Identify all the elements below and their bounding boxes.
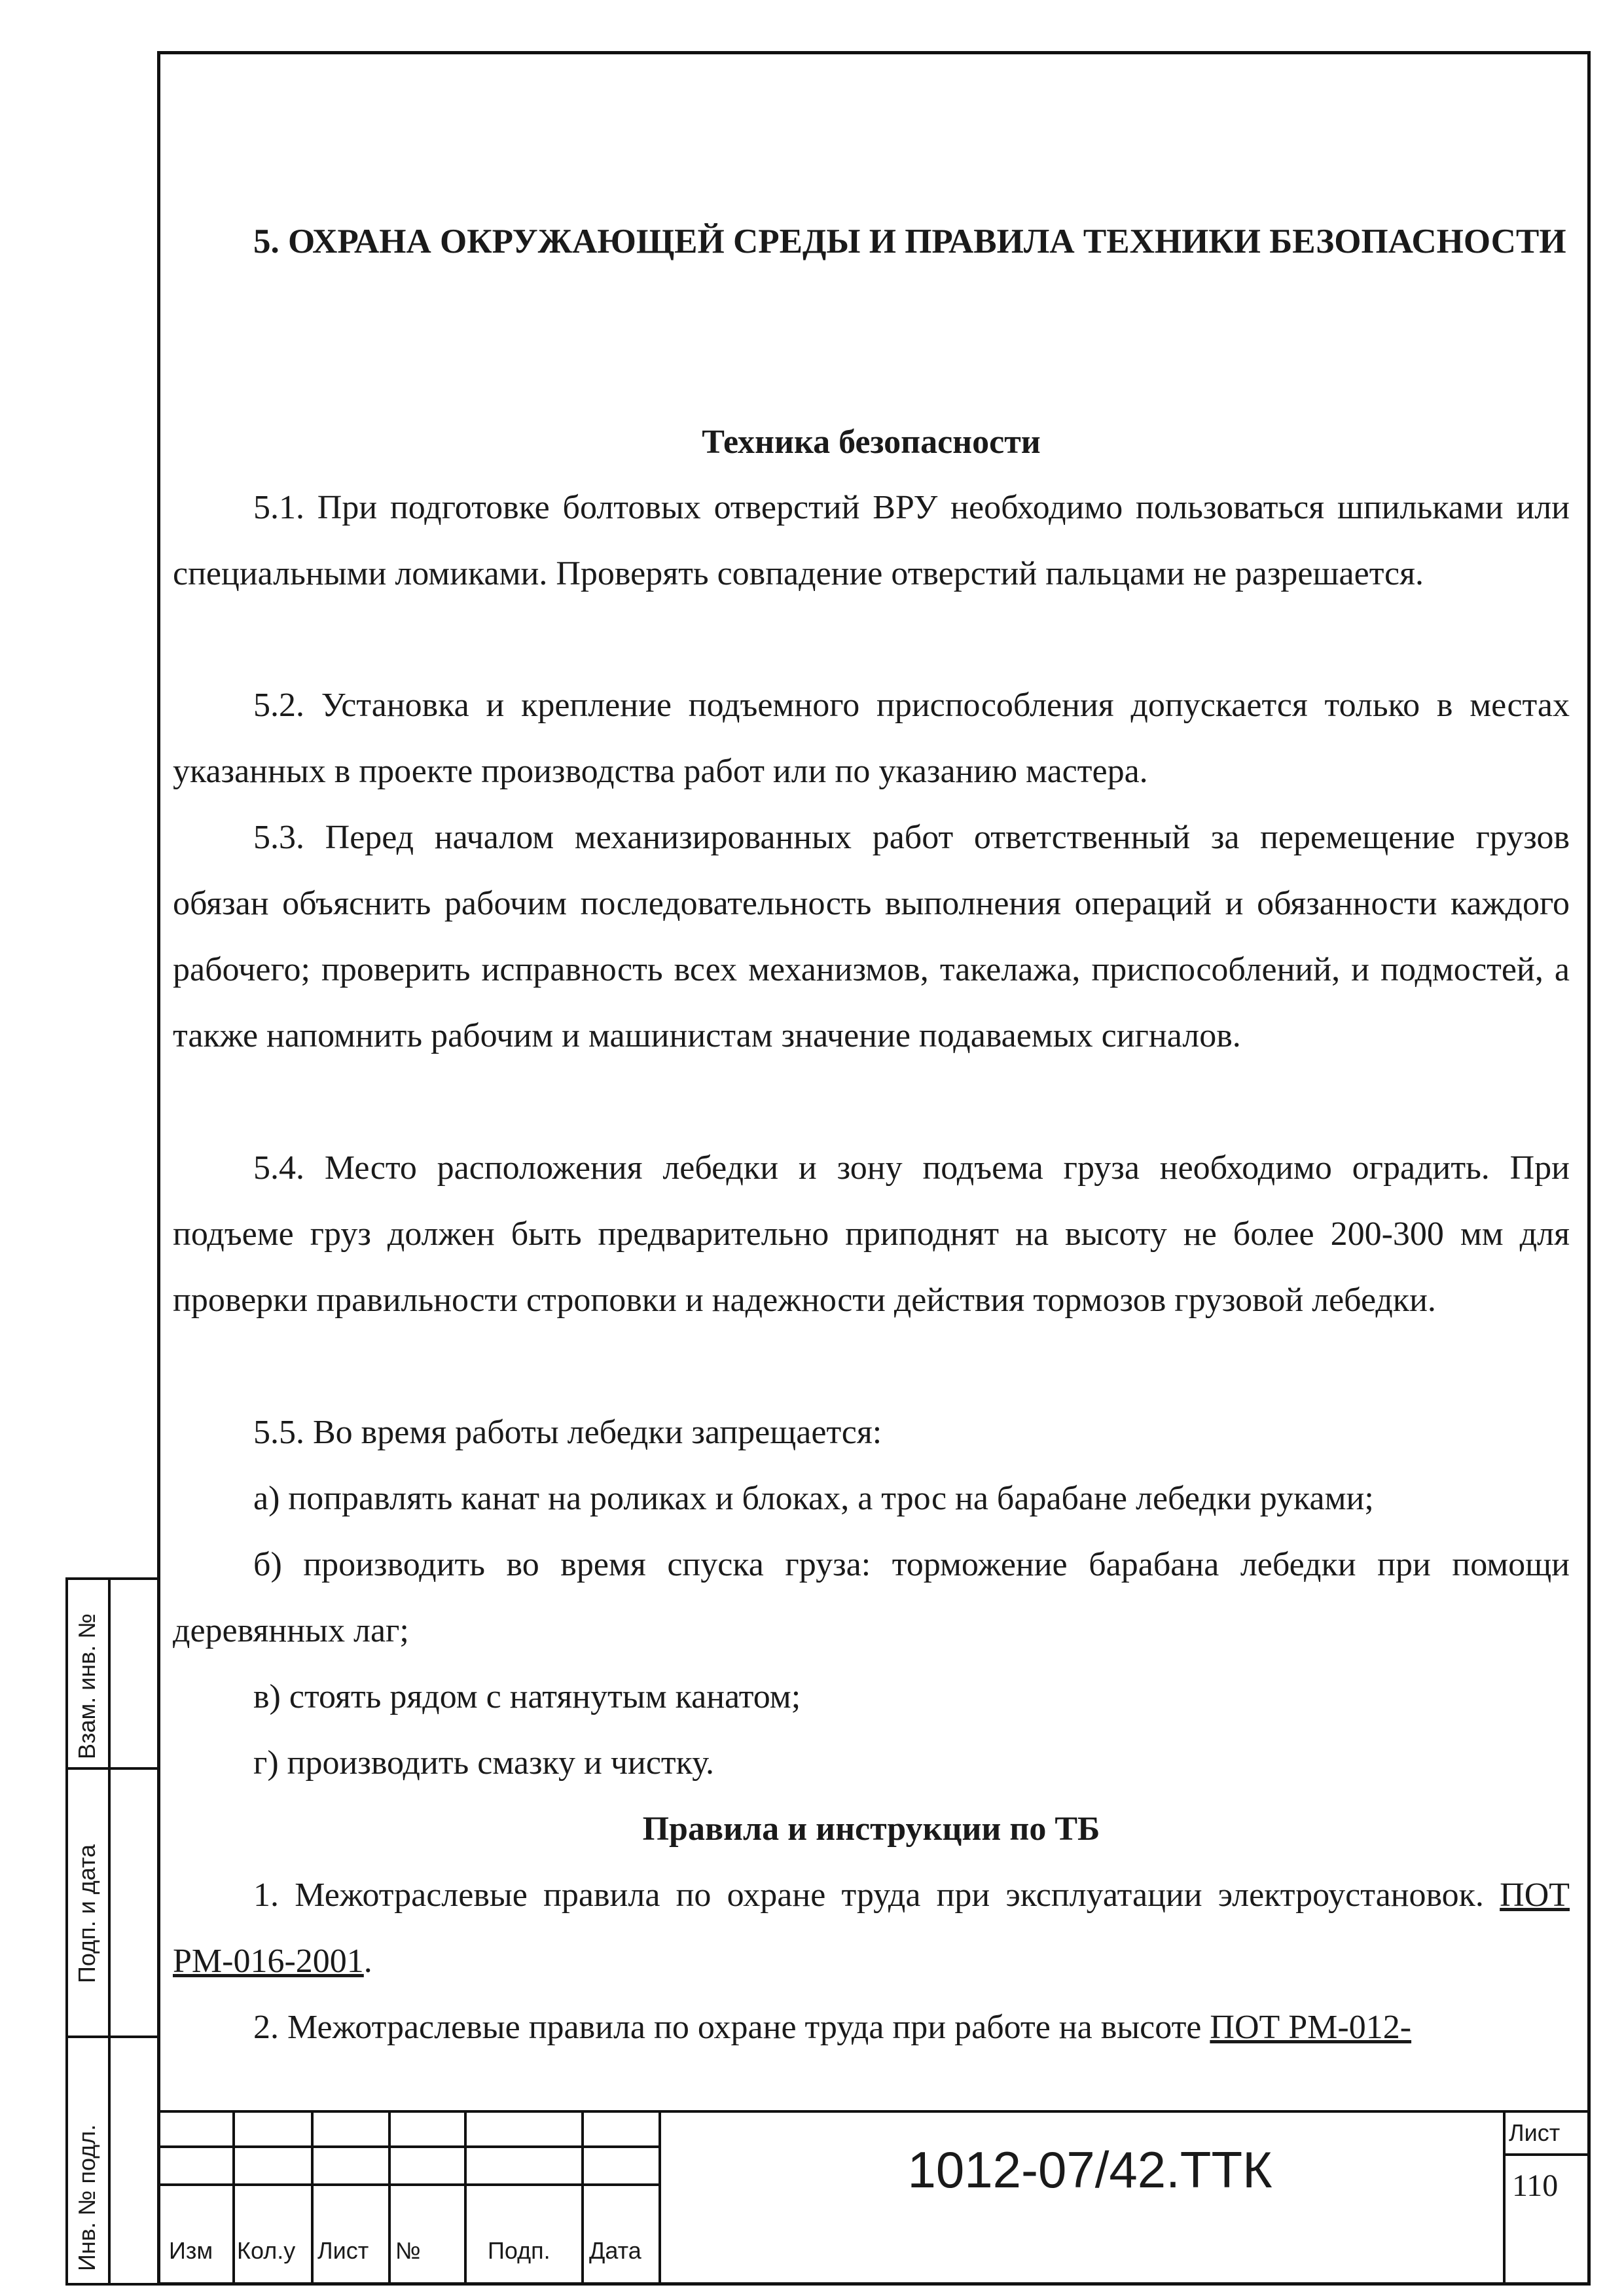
rule-1-link[interactable]: ПОТ РМ-016-2001 [173,1876,1570,1980]
paragraph-5-4: 5.4. Место расположения лебедки и зону подъема груза необходимо оградить. При подъеме груз должен быть предварительно приподнят на высоту не более 200-300 мм для проверки правильности строповки и надежности действия тормозов грузовой лебедки. [173,1149,1570,1319]
rule-1 [173,1862,1570,1994]
rule-1-end: . [363,1943,372,1980]
rule-2-text: 2. Межотраслевые правила по охране труда при работе на высоте [253,2009,1202,2046]
paragraph-5-3: 5.3. Перед началом механизированных работ ответственный за перемещение грузов обязан объяснить рабочим последовательность выполнения операций и обязанности каждого рабочего; проверить исправность всех механизмов, такелажа, приспособлений, и подмостей, а также напомнить рабочим и машинистам значение подаваемых сигналов. [173,819,1570,1054]
list-item-b: б) производить во время спуска груза: торможение барабана лебедки при помощи деревянных лаг; [173,1546,1570,1649]
section-heading: 5. ОХРАНА ОКРУЖАЮЩЕЙ СРЕДЫ И ПРАВИЛА ТЕХНИКИ БЕЗОПАСНОСТИ [253,223,1566,260]
subheading-rules: Правила и инструкции по ТБ [642,1810,1100,1848]
side-label-inv: Инв. № подл. [73,2124,100,2271]
side-outer-border [65,1577,68,2286]
stamp-col-line-5 [581,2110,584,2286]
side-label-podp: Подп. и дата [73,1844,100,1983]
side-line-top [65,1577,157,1580]
rule-1-text: 1. Межотраслевые правила по охране труда при эксплуатации электроустановок. [253,1876,1484,1914]
list-item-a: а) поправлять канат на роликах и блоках, а трос на барабане лебедки руками; [253,1480,1374,1517]
stamp-top-border [157,2110,1591,2113]
stamp-col-line-6 [659,2110,661,2286]
stamp-col-line-2 [311,2110,314,2286]
side-line-bottom [65,2283,157,2286]
side-line-2 [65,2036,157,2038]
stamp-col-line-4 [464,2110,467,2286]
sheet-label: Лист [1509,2119,1561,2146]
list-item-g: г) производить смазку и чистку. [253,1744,714,1782]
sheet-number: 110 [1512,2168,1559,2203]
stamp-col-no: № [395,2237,421,2264]
stamp-col-line-1 [232,2110,235,2286]
paragraph-5-2: 5.2. Установка и крепление подъемного приспособления допускается только в местах указанных в проекте производства работ или по указанию мастера. [173,687,1570,790]
subheading-safety: Техника безопасности [702,423,1041,461]
stamp-col-data: Дата [589,2237,641,2264]
stamp-col-podp: Подп. [488,2237,550,2264]
stamp-col-line-3 [388,2110,391,2286]
list-item-v: в) стоять рядом с натянутым канатом; [253,1678,801,1715]
stamp-col-list: Лист [317,2237,369,2264]
side-line-1 [65,1767,157,1770]
paragraph-5-1: 5.1. При подготовке болтовых отверстий ВРУ необходимо пользоваться шпильками или специальными ломиками. Проверять совпадение отверстий пальцами не разрешается. [173,489,1570,592]
sheet-divider-line [1503,2153,1591,2156]
side-label-vzam: Взам. инв. № [73,1613,100,1759]
side-inner-border [108,1577,111,2286]
stamp-col-izm: Изм [169,2237,213,2264]
rule-2 [173,1994,1570,2060]
rule-2-link[interactable]: ПОТ РМ-012- [1210,2009,1412,2046]
document-code: 1012-07/42.ТТК [907,2141,1272,2198]
stamp-col-kolu: Кол.у [237,2237,296,2264]
paragraph-5-5: 5.5. Во время работы лебедки запрещается: [253,1414,882,1451]
